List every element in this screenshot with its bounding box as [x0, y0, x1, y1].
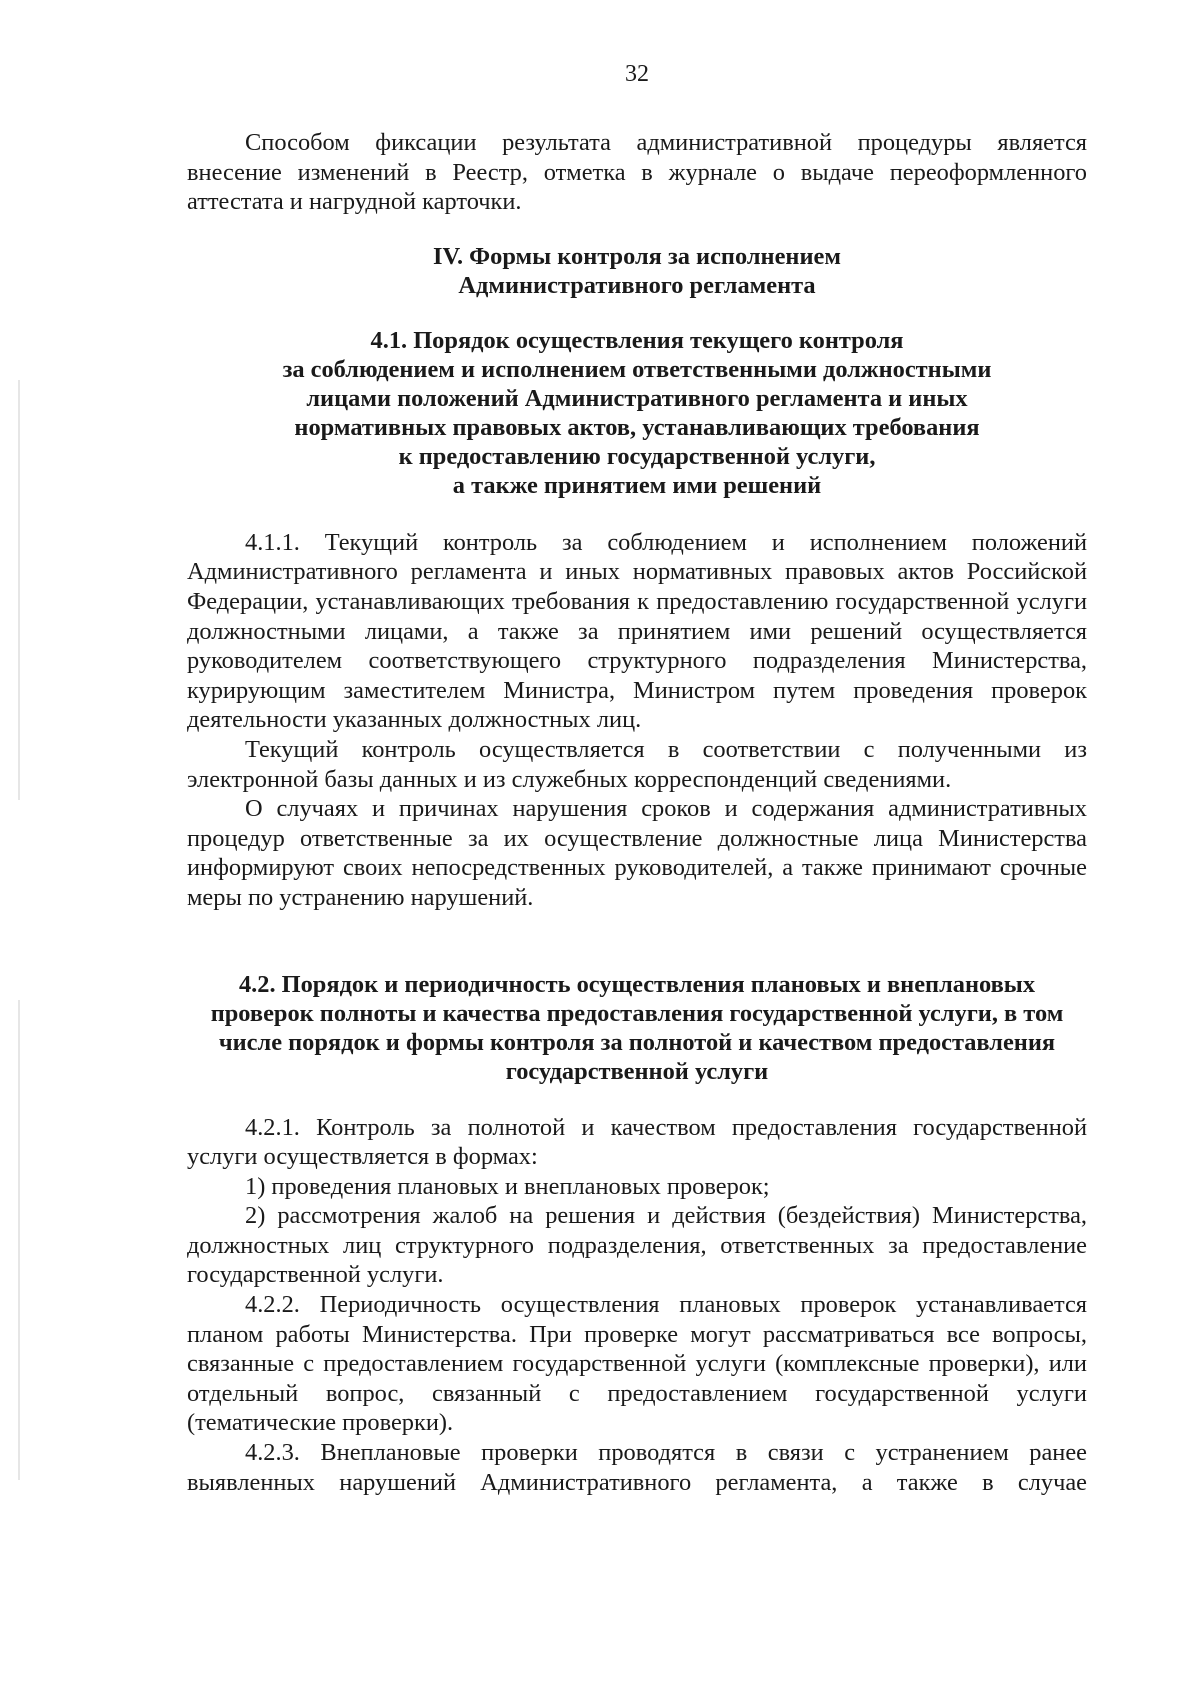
list-item-1: 1) проведения плановых и внеплановых проверок;: [245, 1172, 770, 1200]
section-heading: [187, 242, 1087, 300]
list-item-2: 2) рассмотрения жалоб на решения и действия (бездействия) Министерства, должностных лиц структурного подразделения, ответственных за предоставление государственной услуги.: [187, 1202, 1087, 1289]
heading-line: числе порядок и формы контроля за полнотой и качеством предоставления: [218, 1028, 1056, 1056]
paragraph-violations: О случаях и причинах нарушения сроков и содержания административных процедур ответственные за их осуществление должностные лица Министерства информируют своих непосредственных руководителей, а также принимают срочные меры по устранению нарушений.: [187, 795, 1087, 911]
subsection-4-1-heading: [187, 326, 1087, 500]
heading-line: лицами положений Административного регламента и иных: [306, 384, 968, 412]
section-heading-line: Административного регламента: [458, 271, 816, 299]
heading-line: 4.2. Порядок и периодичность осуществления плановых и внеплановых: [238, 970, 1036, 998]
subsection-4-2-heading: [187, 970, 1087, 1086]
section-heading-line: IV. Формы контроля за исполнением: [433, 242, 841, 270]
scan-edge-mark: [18, 380, 20, 800]
heading-line: к предоставлению государственной услуги,: [398, 442, 876, 470]
paragraph-4-2-2: 4.2.2. Периодичность осуществления плановых проверок устанавливается планом работы Министерства. При проверке могут рассматриваться все вопросы, связанные с предоставлением государственной услуги (комплексные проверки), или отдельный вопрос, связанный с предоставлением государственной услуги (тематические проверки).: [187, 1291, 1087, 1437]
heading-line: государственной услуги: [505, 1057, 769, 1085]
document-page: [187, 60, 1087, 1497]
heading-line: 4.1. Порядок осуществления текущего контроля: [370, 326, 904, 354]
page-number: 32: [625, 61, 649, 87]
heading-line: проверок полноты и качества предоставления государственной услуги, в том: [210, 999, 1064, 1027]
scan-edge-mark: [18, 1000, 20, 1480]
paragraph-4-2-1: 4.2.1. Контроль за полнотой и качеством предоставления государственной услуги осуществляется в формах:: [187, 1113, 1087, 1171]
heading-line: а также принятием ими решений: [452, 471, 822, 499]
paragraph-4-1-1: 4.1.1. Текущий контроль за соблюдением и исполнением положений Административного регламента и иных нормативных правовых актов Российской Федерации, устанавливающих требования к предоставлению государственной услуги должностными лицами, а также за принятием ими решений осуществляется руководителем соответствующего структурного подразделения Министерства, курирующим заместителем Министра, Министром путем проведения проверок деятельности указанных должностных лиц.: [187, 528, 1087, 734]
paragraph-4-2-3: 4.2.3. Внеплановые проверки проводятся в связи с устранением ранее выявленных нарушений Административного регламента, а также в случае: [187, 1439, 1087, 1496]
heading-line: нормативных правовых актов, устанавливающих требования: [294, 413, 980, 441]
heading-line: за соблюдением и исполнением ответственными должностными: [282, 355, 992, 383]
paragraph-current-control: Текущий контроль осуществляется в соответствии с полученными из электронной базы данных и из служебных корреспонденций сведениями.: [187, 735, 1087, 793]
intro-paragraph: Способом фиксации результата административной процедуры является внесение изменений в Реестр, отметка в журнале о выдаче переоформленного аттестата и нагрудной карточки.: [187, 129, 1087, 216]
